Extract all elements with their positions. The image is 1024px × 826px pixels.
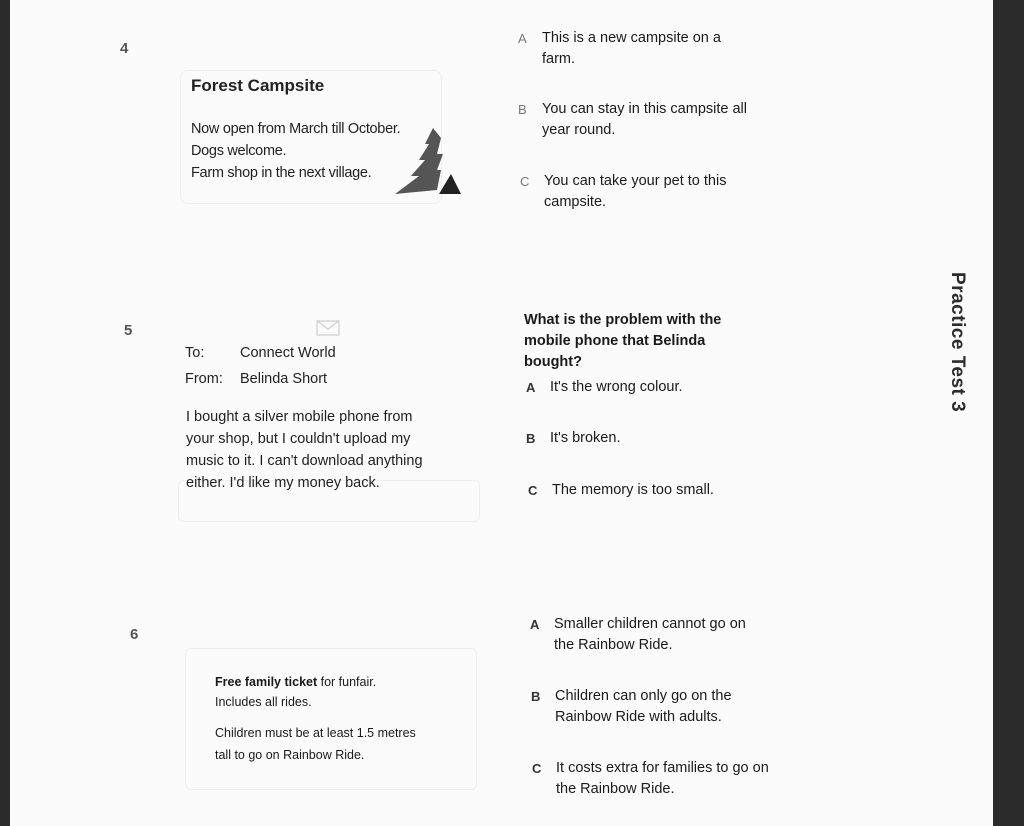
ticket-line-1 <box>215 672 485 692</box>
practice-test-side-title <box>938 272 968 442</box>
ticket-rest-text: for funfair. <box>317 675 377 689</box>
option-letter: A <box>530 617 540 632</box>
notice-line: Farm shop in the next village. <box>191 165 372 181</box>
option-text: It's broken. <box>550 430 621 446</box>
document-page <box>10 0 993 826</box>
email-body-line: I bought a silver mobile phone from <box>186 409 413 425</box>
option-letter: C <box>532 761 542 776</box>
notice-title: Forest Campsite <box>191 76 325 95</box>
ticket-bold-text: Free family ticket <box>215 675 318 689</box>
question-number-6: 6 <box>130 626 139 643</box>
option-text: You can stay in this campsite all year round. <box>542 101 747 138</box>
option-letter: C <box>520 174 530 189</box>
option-letter: A <box>518 31 527 46</box>
option-letter: A <box>526 380 536 395</box>
option-letter: B <box>518 102 527 117</box>
email-body-line: music to it. I can't download anything <box>186 453 423 469</box>
option-5c <box>528 480 768 501</box>
ticket-line-3: Children must be at least 1.5 metres <box>215 726 416 740</box>
option-6b <box>531 686 761 728</box>
notice-line: Now open from March till October. <box>191 121 401 137</box>
right-edge-bar <box>993 0 1024 826</box>
option-letter: C <box>528 483 538 498</box>
option-letter: B <box>531 689 541 704</box>
email-from-value: Belinda Short <box>240 371 328 387</box>
option-text: Smaller children cannot go on the Rainbow Ride. <box>554 616 746 653</box>
campsite-notice <box>180 70 442 204</box>
ticket-line-2: Includes all rides. <box>215 695 312 709</box>
email-body-line: either. I'd like my money back. <box>186 475 380 491</box>
option-5b <box>526 428 746 449</box>
option-text: You can take your pet to this campsite. <box>544 173 727 210</box>
option-letter: B <box>526 431 536 446</box>
notice-line: Dogs welcome. <box>191 143 287 159</box>
email-envelope-icon <box>316 320 340 336</box>
ticket-line-4: tall to go on Rainbow Ride. <box>215 748 365 762</box>
option-text: Children can only go on the Rainbow Ride with adults. <box>555 688 732 725</box>
question-5-prompt: What is the problem with the mobile phone that Belinda bought? <box>524 312 722 370</box>
option-4a <box>518 28 748 70</box>
option-6a <box>530 614 770 656</box>
option-4c <box>520 171 750 213</box>
email-from-label: From: <box>185 371 223 387</box>
option-text: The memory is too small. <box>552 482 714 498</box>
funfair-ticket <box>215 672 485 765</box>
tree-icon <box>381 126 461 198</box>
email-to-label: To: <box>185 345 205 361</box>
left-gutter <box>0 0 10 826</box>
email-body-line: your shop, but I couldn't upload my <box>186 431 411 447</box>
side-title-text: Practice Test 3 <box>947 272 968 413</box>
option-4b <box>518 99 768 141</box>
option-5a <box>526 377 746 398</box>
option-text: This is a new campsite on a farm. <box>542 30 721 67</box>
question-number-4: 4 <box>120 40 129 57</box>
option-text: It costs extra for families to go on the Rainbow Ride. <box>556 760 769 797</box>
question-number-5: 5 <box>124 322 133 339</box>
option-6c <box>532 758 782 800</box>
email-to-value: Connect World <box>240 345 336 361</box>
option-text: It's the wrong colour. <box>550 379 683 395</box>
